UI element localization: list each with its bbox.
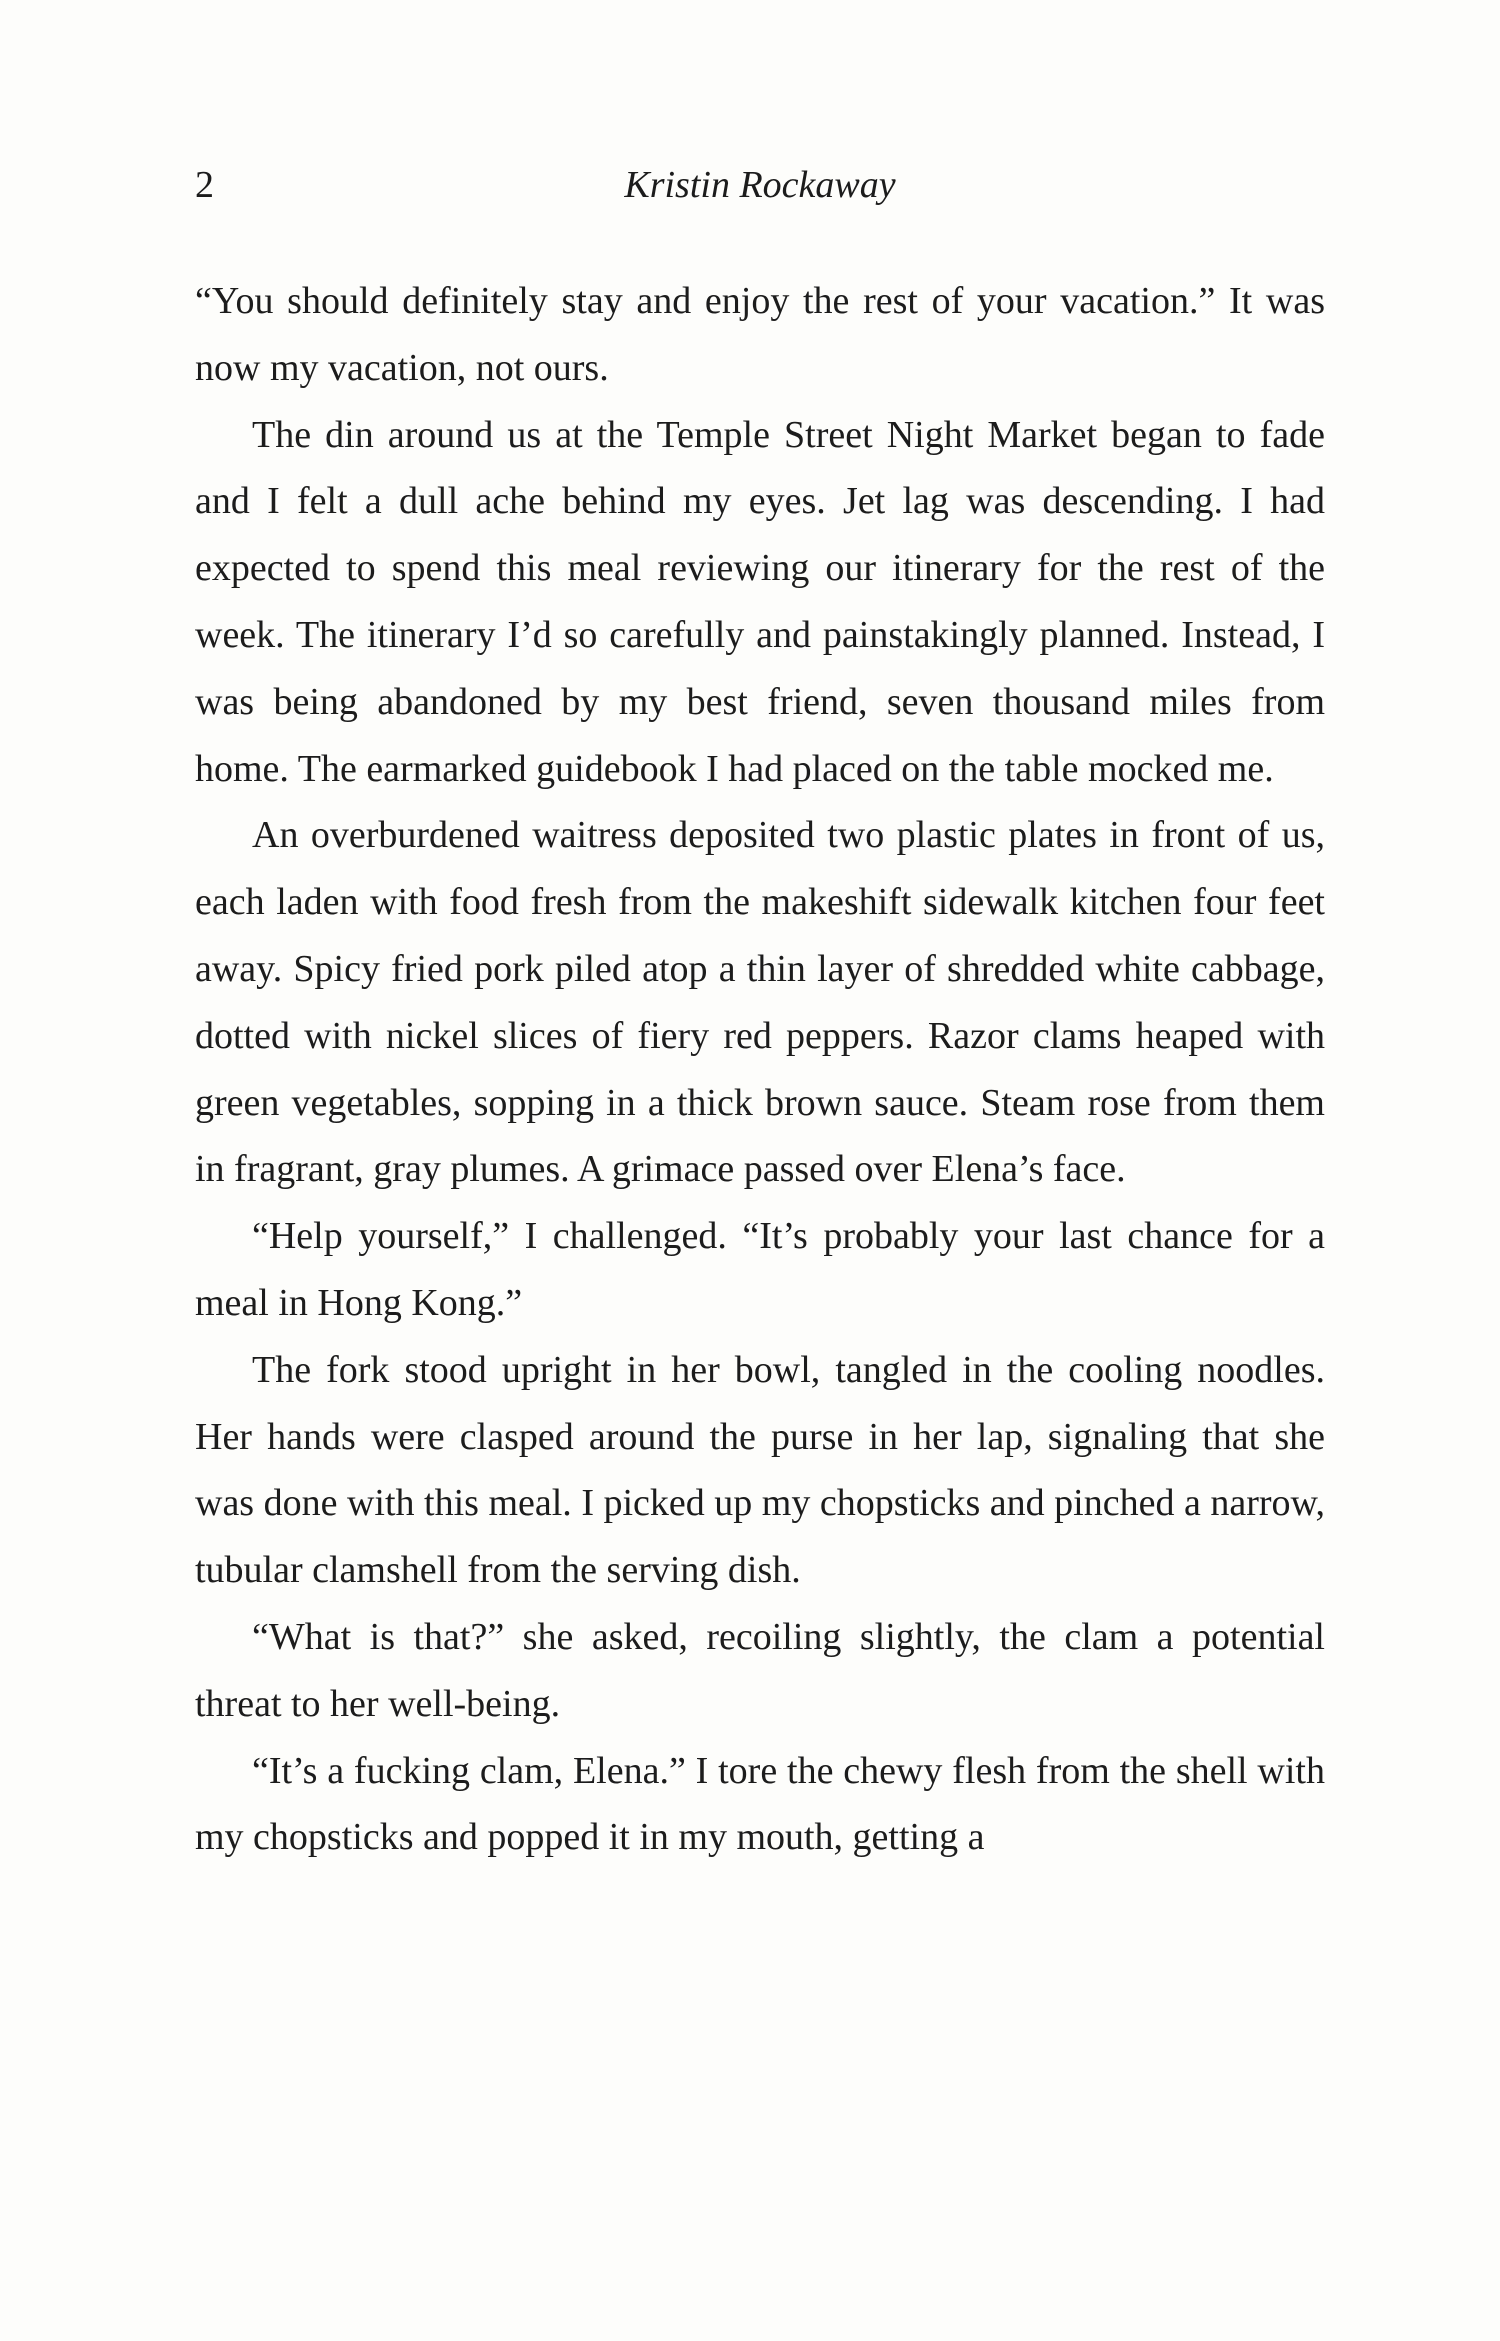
paragraph: “It’s a fucking clam, Elena.” I tore the chewy flesh from the shell with my chopsticks and popped it in my mouth, getting a [195,1749,1325,1859]
running-head [195,155,1325,215]
paragraph: “Help yourself,” I challenged. “It’s probably your last chance for a meal in Hong Kong.” [195,1215,1325,1324]
page-number: 2 [195,164,214,206]
paragraph: “You should definitely stay and enjoy the rest of your vacation.” It was now my vacation, not ours. [195,280,1325,389]
running-head-author: Kristin Rockaway [624,164,896,206]
body-text [195,268,1325,1871]
paragraph: An overburdened waitress deposited two plastic plates in front of us, each laden with food fresh from the makeshift sidewalk kitchen four feet away. Spicy fried pork piled atop a thin layer of shredded white cabbage, dotted with nickel slices of fiery red peppers. Razor clams heaped with green vegetables, sopping in a thick brown sauce. Steam rose from them in fragrant, gray plumes. A grimace passed over Elena’s face. [195,814,1325,1191]
paragraph: The din around us at the Temple Street Night Market began to fade and I felt a dull ache behind my eyes. Jet lag was descending. I had expected to spend this meal reviewing our itinerary for the rest of the week. The itinerary I’d so carefully and painstakingly planned. Instead, I was being abandoned by my best friend, seven thousand miles from home. The earmarked guidebook I had placed on the table mocked me. [195,413,1325,790]
paragraph: “What is that?” she asked, recoiling slightly, the clam a potential threat to her well-being. [195,1615,1325,1725]
paragraph: The fork stood upright in her bowl, tangled in the cooling noodles. Her hands were clasped around the purse in her lap, signaling that she was done with this meal. I picked up my chopsticks and pinched a narrow, tubular clamshell from the serving dish. [195,1348,1325,1592]
